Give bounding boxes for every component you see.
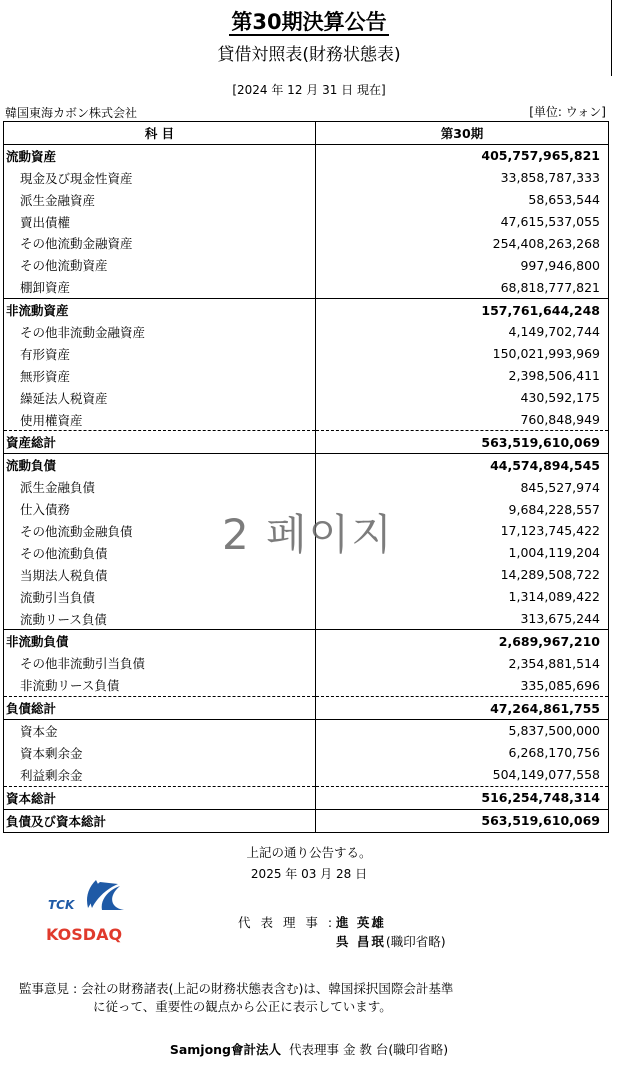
table-row [4, 764, 609, 786]
unit-label: [単位: ウォン] [529, 105, 606, 119]
row-label: 負債総計 [4, 697, 316, 720]
row-label: 負債及び資本総計 [4, 809, 316, 832]
audit-opinion-line-2: に従って、重要性の観点から公正に表示しています。 [93, 999, 392, 1014]
table-row [4, 586, 609, 608]
row-label: 利益剰余金 [4, 764, 316, 786]
row-label: その他流動金融負債 [4, 520, 316, 542]
table-row [4, 809, 609, 832]
table-row [4, 189, 609, 211]
row-label: 非流動リース負債 [4, 674, 316, 696]
table-row [4, 742, 609, 764]
row-label: その他流動資産 [4, 254, 316, 276]
balance-sheet-table [3, 121, 609, 833]
row-label: 流動資産 [4, 144, 316, 166]
row-value: 150,021,993,969 [316, 343, 609, 365]
row-label: その他流動金融資産 [4, 232, 316, 254]
row-label: その他非流動引当負債 [4, 652, 316, 674]
row-value: 845,527,974 [316, 476, 609, 498]
table-row [4, 232, 609, 254]
table-row [4, 564, 609, 586]
svg-text:TCK: TCK [48, 898, 75, 912]
table-row [4, 674, 609, 696]
row-label: 流動リース負債 [4, 608, 316, 630]
row-value: 14,289,508,722 [316, 564, 609, 586]
table-row [4, 321, 609, 343]
row-label: 非流動資産 [4, 299, 316, 321]
table-row [4, 720, 609, 742]
table-body [4, 144, 609, 832]
table-row [4, 211, 609, 233]
row-label: 資産総計 [4, 431, 316, 454]
row-value: 58,653,544 [316, 189, 609, 211]
row-value: 2,354,881,514 [316, 652, 609, 674]
row-label: 資本金 [4, 720, 316, 742]
row-label: 流動負債 [4, 454, 316, 476]
row-value: 157,761,644,248 [316, 299, 609, 321]
row-label: 仕入債務 [4, 498, 316, 520]
row-value: 997,946,800 [316, 254, 609, 276]
row-label: 派生金融資産 [4, 189, 316, 211]
table-row [4, 409, 609, 431]
row-value: 313,675,244 [316, 608, 609, 630]
row-label: 派生金融負債 [4, 476, 316, 498]
row-label: その他流動負債 [4, 542, 316, 564]
row-value: 4,149,702,744 [316, 321, 609, 343]
row-label: 現金及び現金性資産 [4, 167, 316, 189]
row-value: 6,268,170,756 [316, 742, 609, 764]
audit-opinion-line-1: 監事意見 : 会社の財務諸表(上記の財務状態表含む)は、韓国採択国際会計基準 [19, 981, 454, 996]
row-value: 2,398,506,411 [316, 365, 609, 387]
row-value: 335,085,696 [316, 674, 609, 696]
svg-text:KOSDAQ: KOSDAQ [46, 925, 123, 944]
row-label: 使用權資産 [4, 409, 316, 431]
row-label: 賣出債權 [4, 211, 316, 233]
row-value: 9,684,228,557 [316, 498, 609, 520]
table-row [4, 630, 609, 652]
row-label: 棚卸資産 [4, 276, 316, 298]
row-label: 非流動負債 [4, 630, 316, 652]
table-row [4, 167, 609, 189]
table-row [4, 652, 609, 674]
row-value: 760,848,949 [316, 409, 609, 431]
page-watermark: 2 페이지 [222, 510, 394, 559]
row-value: 563,519,610,069 [316, 431, 609, 454]
table-row [4, 144, 609, 166]
company-name: 韓国東海カボン株式会社 [5, 106, 138, 120]
table-row [4, 299, 609, 321]
table-row [4, 608, 609, 630]
row-label: その他非流動金融資産 [4, 321, 316, 343]
table-row [4, 276, 609, 298]
row-value: 47,264,861,755 [316, 697, 609, 720]
notice-text: 上記の通り公告する。 [246, 845, 372, 860]
report-date: [2024 年 12 月 31 日 現在] [232, 83, 386, 97]
row-value: 504,149,077,558 [316, 764, 609, 786]
row-label: 資本総計 [4, 786, 316, 809]
row-label: 当期法人税負債 [4, 564, 316, 586]
kosdaq-logo-icon [44, 878, 134, 948]
table-row [4, 786, 609, 809]
table-row [4, 387, 609, 409]
row-label: 無形資産 [4, 365, 316, 387]
page-title: 第30期決算公告 [231, 10, 387, 34]
row-value: 33,858,787,333 [316, 167, 609, 189]
kosdaq-logo [44, 878, 134, 948]
row-value: 1,004,119,204 [316, 542, 609, 564]
table-row [4, 454, 609, 476]
row-value: 17,123,745,422 [316, 520, 609, 542]
table-row [4, 431, 609, 454]
col-header-period: 第30期 [316, 122, 609, 145]
row-value: 2,689,967,210 [316, 630, 609, 652]
col-header-item: 科 目 [4, 122, 316, 145]
row-value: 254,408,263,268 [316, 232, 609, 254]
row-label: 有形資産 [4, 343, 316, 365]
row-value: 1,314,089,422 [316, 586, 609, 608]
row-label: 流動引当負債 [4, 586, 316, 608]
representative-label: 代 表 理 事 : [238, 915, 336, 930]
table-row [4, 476, 609, 498]
table-header-row [4, 122, 609, 145]
notice-date: 2025 年 03 月 28 日 [250, 867, 368, 881]
representative-1: 進 英雄 [336, 915, 386, 930]
row-value: 430,592,175 [316, 387, 609, 409]
table-row [4, 343, 609, 365]
row-value: 563,519,610,069 [316, 809, 609, 832]
table-row [4, 254, 609, 276]
row-value: 44,574,894,545 [316, 454, 609, 476]
row-label: 繰延法人税資産 [4, 387, 316, 409]
table-row [4, 697, 609, 720]
representative-2: 呉 昌珉(職印省略) [336, 934, 446, 949]
table-row [4, 365, 609, 387]
audit-firm: Samjong會計法人 代表理事 金 教 台(職印省略) [169, 1042, 449, 1057]
row-value: 5,837,500,000 [316, 720, 609, 742]
row-value: 516,254,748,314 [316, 786, 609, 809]
row-label: 資本剰余金 [4, 742, 316, 764]
row-value: 47,615,537,055 [316, 211, 609, 233]
row-value: 68,818,777,821 [316, 276, 609, 298]
row-value: 405,757,965,821 [316, 144, 609, 166]
page-subtitle: 貸借対照表(財務状態表) [217, 45, 401, 65]
